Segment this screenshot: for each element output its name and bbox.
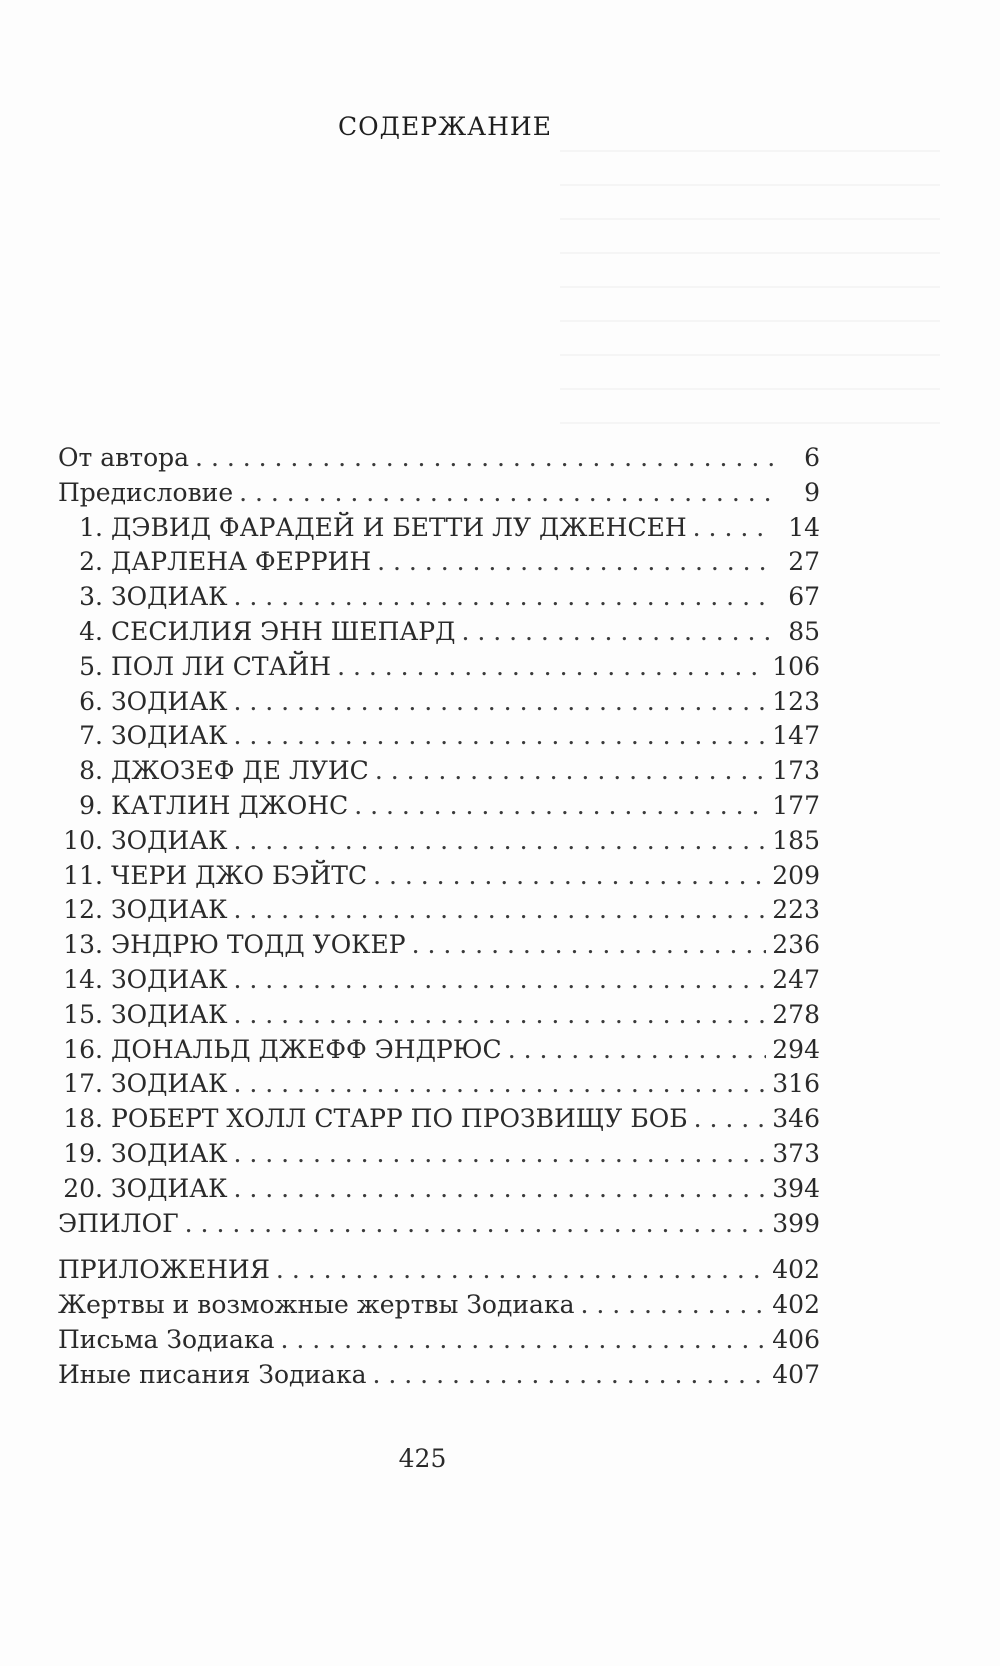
toc-label: КАТЛИН ДЖОНС <box>111 790 349 820</box>
toc-entry-chapter-3 <box>58 582 820 617</box>
toc-page-number: 236 <box>772 930 820 960</box>
dot-leader <box>461 617 774 646</box>
toc-page-number: 85 <box>788 616 820 646</box>
dot-leader <box>281 1325 767 1354</box>
toc-page-number: 223 <box>772 895 820 925</box>
chapter-number: 7. <box>79 721 103 751</box>
chapter-number: 17. <box>63 1069 103 1099</box>
toc-entry-chapter-2 <box>58 547 820 582</box>
chapter-number: 8. <box>79 756 103 786</box>
chapter-number: 4. <box>79 616 103 646</box>
chapter-number: 3. <box>79 582 103 612</box>
chapter-number: 11. <box>63 860 103 890</box>
toc-page-number: 278 <box>772 999 820 1029</box>
chapter-number: 18. <box>63 1104 103 1134</box>
toc-label: ЗОДИАК <box>111 1069 228 1099</box>
toc-label: ДЭВИД ФАРАДЕЙ И БЕТТИ ЛУ ДЖЕНСЕН <box>111 512 687 542</box>
chapter-number: 20. <box>63 1173 103 1203</box>
toc-label: ДАРЛЕНА ФЕРРИН <box>111 547 372 577</box>
toc-page-number: 402 <box>772 1255 820 1285</box>
dot-leader <box>233 826 766 855</box>
toc-entry-victims <box>58 1290 820 1325</box>
page-number: 425 <box>398 1444 447 1473</box>
toc-entry-chapter-7 <box>58 721 820 756</box>
toc-page-number: 399 <box>772 1208 820 1238</box>
toc-page-number: 209 <box>772 860 820 890</box>
toc-label: ЗОДИАК <box>111 999 228 1029</box>
toc-label: ЗОДИАК <box>111 721 228 751</box>
toc-label: ЗОДИАК <box>111 825 228 855</box>
toc-entry-appendices <box>58 1255 820 1290</box>
dot-leader <box>694 1104 767 1133</box>
toc-entry-chapter-15 <box>58 1000 820 1035</box>
dot-leader <box>377 547 774 576</box>
toc-page-number: 185 <box>772 825 820 855</box>
dot-leader <box>373 861 766 890</box>
toc-entry-chapter-4 <box>58 617 820 652</box>
toc-page-number: 294 <box>772 1034 820 1064</box>
chapter-number: 12. <box>63 895 103 925</box>
dot-leader <box>233 1139 766 1168</box>
toc-label: ЭНДРЮ ТОДД УОКЕР <box>111 930 406 960</box>
dot-leader <box>233 1000 766 1029</box>
toc-label: ЗОДИАК <box>111 895 228 925</box>
dot-leader <box>233 687 766 716</box>
toc-entry-letters <box>58 1325 820 1360</box>
toc-page-number: 6 <box>804 443 820 472</box>
toc-entry-chapter-5 <box>58 652 820 687</box>
chapter-number: 9. <box>79 790 103 820</box>
chapter-number: 10. <box>63 825 103 855</box>
toc-label: ДЖОЗЕФ ДЕ ЛУИС <box>111 756 369 786</box>
toc-page-number: 247 <box>772 964 820 994</box>
toc-entry-chapter-6 <box>58 687 820 722</box>
toc-label: Предисловие <box>58 477 234 507</box>
toc-entry-from-author <box>58 443 820 478</box>
toc-entry-preface <box>58 478 820 513</box>
chapter-number: 2. <box>79 547 103 577</box>
toc-label: СЕСИЛИЯ ЭНН ШЕПАРД <box>111 616 456 646</box>
chapter-number: 13. <box>63 930 103 960</box>
dot-leader <box>337 652 766 681</box>
dot-leader <box>239 478 774 507</box>
toc-page-number: 402 <box>772 1290 820 1320</box>
toc-entry-chapter-1 <box>58 513 820 548</box>
toc-page-number: 106 <box>772 651 820 681</box>
dot-leader <box>233 1174 766 1203</box>
toc-label: РОБЕРТ ХОЛЛ СТАРР ПО ПРОЗВИЩУ БОБ <box>111 1104 688 1134</box>
toc-label: ЭПИЛОГ <box>58 1208 179 1238</box>
toc-page-number: 407 <box>772 1359 820 1389</box>
dot-leader <box>233 1069 766 1098</box>
toc-label: ЗОДИАК <box>111 1173 228 1203</box>
toc-entry-chapter-13 <box>58 930 820 965</box>
toc-label: ЗОДИАК <box>111 686 228 716</box>
toc-label: ЗОДИАК <box>111 1138 228 1168</box>
toc-entry-epilogue <box>58 1209 820 1244</box>
dot-leader <box>276 1255 766 1284</box>
page-title: СОДЕРЖАНИЕ <box>338 112 552 141</box>
toc-page-number: 173 <box>772 756 820 786</box>
toc-label: ЗОДИАК <box>111 582 228 612</box>
toc-label: ЗОДИАК <box>111 964 228 994</box>
toc-label: Иные писания Зодиака <box>58 1359 367 1389</box>
bleed-through-texture <box>560 150 940 450</box>
dot-leader <box>233 582 774 611</box>
dot-leader <box>185 1209 767 1238</box>
toc-entry-chapter-11 <box>58 861 820 896</box>
toc-page-number: 147 <box>772 721 820 751</box>
chapter-number: 14. <box>63 964 103 994</box>
toc-label: ПРИЛОЖЕНИЯ <box>58 1255 270 1285</box>
toc-page-number: 123 <box>772 686 820 716</box>
chapter-number: 19. <box>63 1138 103 1168</box>
dot-leader <box>233 965 766 994</box>
toc-entry-chapter-12 <box>58 895 820 930</box>
dot-leader <box>412 930 767 959</box>
dot-leader <box>233 721 766 750</box>
dot-leader <box>233 895 766 924</box>
toc-entry-chapter-14 <box>58 965 820 1000</box>
toc-page-number: 27 <box>788 547 820 577</box>
toc-page-number: 394 <box>772 1173 820 1203</box>
toc-page-number: 373 <box>772 1138 820 1168</box>
toc-label: ЧЕРИ ДЖО БЭЙТС <box>111 860 368 890</box>
toc-label: ДОНАЛЬД ДЖЕФФ ЭНДРЮС <box>111 1034 502 1064</box>
toc-entry-chapter-17 <box>58 1069 820 1104</box>
toc-label: Жертвы и возможные жертвы Зодиака <box>58 1290 575 1320</box>
toc-entry-chapter-10 <box>58 826 820 861</box>
chapter-number: 5. <box>79 651 103 681</box>
toc-page-number: 316 <box>772 1069 820 1099</box>
chapter-number: 15. <box>63 999 103 1029</box>
toc-entry-chapter-19 <box>58 1139 820 1174</box>
dot-leader <box>373 1360 767 1389</box>
toc-page-number: 14 <box>788 512 820 542</box>
toc-label: От автора <box>58 443 190 472</box>
dot-leader <box>354 791 766 820</box>
toc-label: ПОЛ ЛИ СТАЙН <box>111 651 332 681</box>
toc-entry-chapter-9 <box>58 791 820 826</box>
dot-leader <box>580 1290 766 1319</box>
toc-entry-chapter-16 <box>58 1035 820 1070</box>
toc-page-number: 9 <box>804 477 820 507</box>
toc-entry-chapter-20 <box>58 1174 820 1209</box>
toc-page-number: 177 <box>772 790 820 820</box>
chapter-number: 6. <box>79 686 103 716</box>
chapter-number: 16. <box>63 1034 103 1064</box>
toc-page-number: 67 <box>788 582 820 612</box>
dot-leader <box>508 1035 767 1064</box>
dot-leader <box>195 443 774 472</box>
chapter-number: 1. <box>79 512 103 542</box>
table-of-contents <box>58 443 820 1395</box>
toc-label: Письма Зодиака <box>58 1324 275 1354</box>
toc-entry-other-writings <box>58 1360 820 1395</box>
dot-leader <box>693 513 774 542</box>
toc-page-number: 346 <box>772 1104 820 1134</box>
toc-entry-chapter-8 <box>58 756 820 791</box>
toc-entry-chapter-18 <box>58 1104 820 1139</box>
toc-page-number: 406 <box>772 1324 820 1354</box>
dot-leader <box>375 756 766 785</box>
